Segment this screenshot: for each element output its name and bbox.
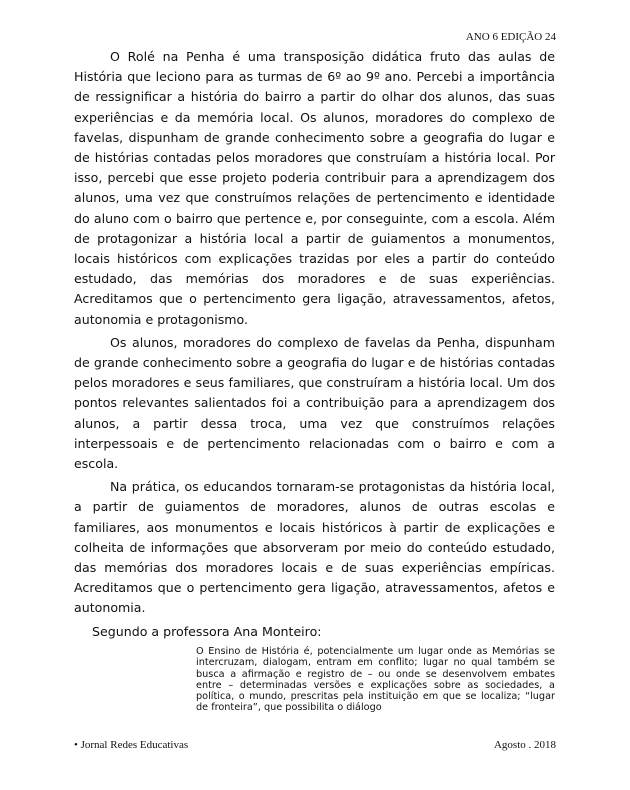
quote-lead-in: Segundo a professora Ana Monteiro: [92,623,322,639]
footer-date: Agosto . 2018 [493,739,556,751]
paragraph-2: Os alunos, moradores do complexo de favelas da Penha, dispunham de grande conhecimento sobre a geografia do lugar e de histórias contadas pelos moradores e seus familiares, que construíram a história local. Um dos pontos relevantes salientados foi a contribuição para a aprendizagem dos alunos, a partir dessa troca, uma vez que construímos relações interpessoais e de pertencimento relacionadas com o bairro e com a escola. [74,334,555,472]
page-footer [74,739,556,751]
paragraph-1: O Rolé na Penha é uma transposição didática fruto das aulas de História que leciono para as turmas de 6º ao 9º ano. Percebi a importância de ressignificar a história do bairro a partir do olhar dos alunos, das suas experiências e da memória local. Os alunos, moradores do complexo de favelas, dispunham de grande conhecimento sobre a geografia do lugar e de histórias contadas pelos moradores que construíam a história local. Por isso, percebi que esse projeto poderia contribuir para a aprendizagem dos alunos, uma vez que construímos relações de pertencimento e identidade do aluno com o bairro que pertence e, por conseguinte, com a escola. Além de protagonizar a história local a partir de guiamentos a monumentos, locais históricos com explicações trazidas por eles a partir do conteúdo estudado, das memórias dos moradores e de suas experiências. Acreditamos que o pertencimento gera ligação, atravessamentos, afetos, autonomia e protagonismo. [74,49,555,327]
paragraph-3: Na prática, os educandos tornaram-se protagonistas da história local, a partir de guiamentos de moradores, alunos de outras escolas e familiares, aos monumentos e locais históricos à partir de explicações e colheita de informações que absorveram por meio do conteúdo estudado, das memórias dos moradores locais e de suas experiências empíricas. Acreditamos que o pertencimento gera ligação, atravessamentos, afetos e autonomia. [74,479,555,616]
edition-header: ANO 6 EDIÇÃO 24 [465,31,556,43]
footer-publication: • Jornal Redes Educativas [74,739,189,751]
block-quote: O Ensino de História é, potencialmente um lugar onde as Memórias se intercruzam, dialogam, entram em conflito; lugar no qual também se busca a afirmação e registro de – ou onde se desenvolvem embates entre – determinadas versões e explicações sobre as sociedades, a política, o mundo, prescritas pela instituição em que se localiza; “lugar de fronteira”, que possibilita o diálogo [196,646,555,714]
article-body [74,47,555,645]
